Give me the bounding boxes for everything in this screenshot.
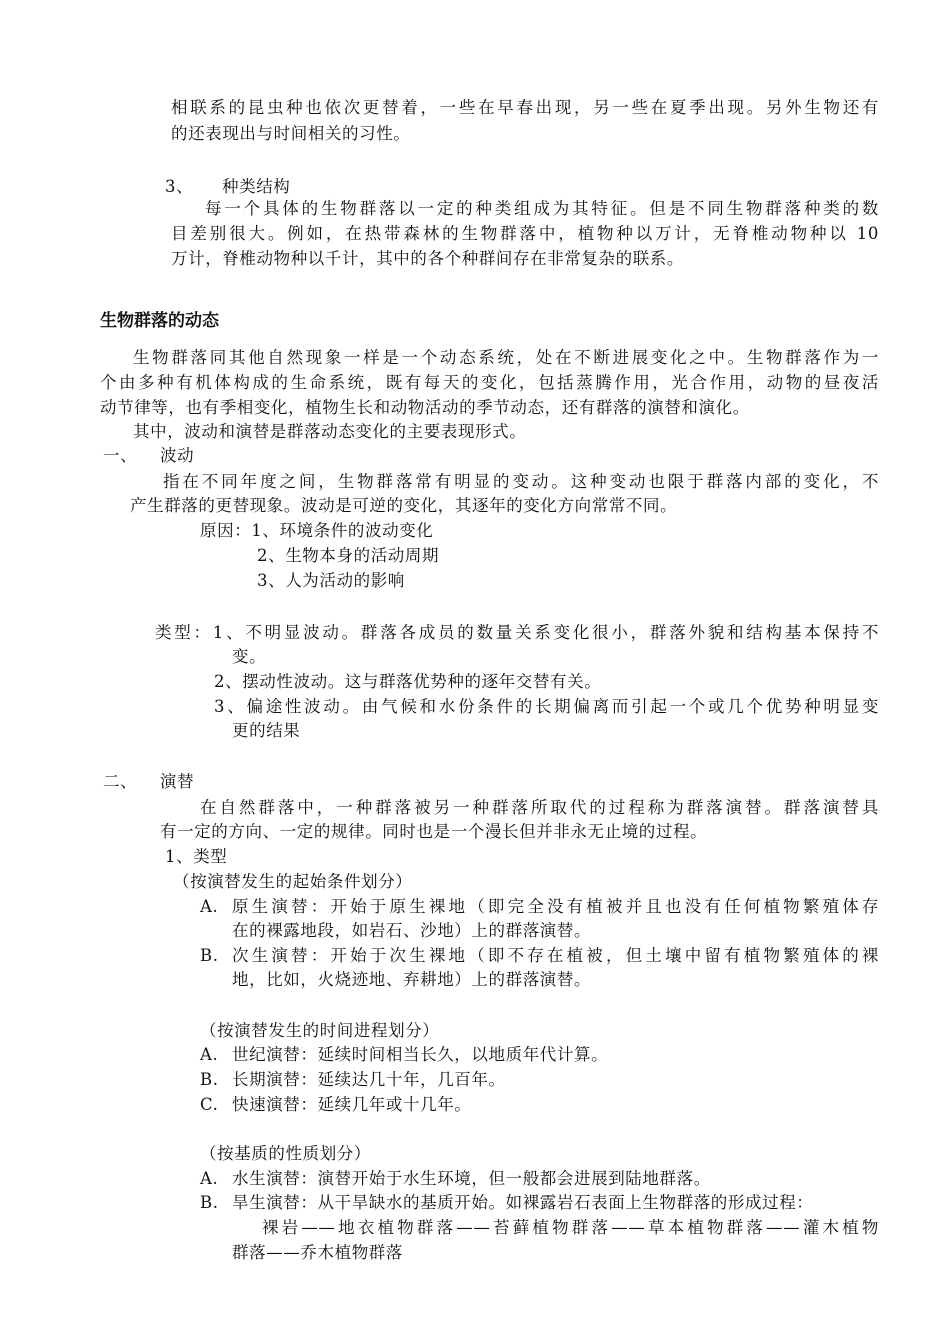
fluctuation-causes-label: 原因：1、环境条件的波动变化 bbox=[200, 521, 434, 540]
dynamics-title: 生物群落的动态 bbox=[100, 311, 219, 331]
fluctuation-types-line-1: 类型：1、不明显波动。群落各成员的数量关系变化很小，群落外貌和结构基本保持不 bbox=[155, 623, 879, 642]
succession-b3-sequence-line-1: 裸岩——地衣植物群落——苔藓植物群落——草本植物群落——灌木植物 bbox=[262, 1218, 879, 1237]
succession-a1-line-1: 原生演替：开始于原生裸地（即完全没有植被并且也没有任何植物繁殖体存 bbox=[232, 897, 879, 916]
fluctuation-types-line-1b: 变。 bbox=[232, 647, 267, 666]
fluctuation-type-2: 2、摆动性波动。这与群落优势种的逐年交替有关。 bbox=[214, 672, 602, 691]
succession-a2-marker: A. bbox=[200, 1045, 219, 1064]
fluctuation-type-3-line-1: 3、偏途性波动。由气候和水份条件的长期偏离而引起一个或几个优势种明显变 bbox=[214, 697, 879, 716]
succession-heading: 演替 bbox=[160, 772, 195, 791]
fluctuation-number: 一、 bbox=[103, 446, 138, 465]
succession-b2: 长期演替：延续达几十年，几百年。 bbox=[232, 1070, 506, 1089]
succession-b2-marker: B. bbox=[200, 1070, 219, 1089]
succession-by-start: （按演替发生的起始条件划分） bbox=[173, 872, 413, 891]
intro-line-1: 相联系的昆虫种也依次更替着，一些在早春出现，另一些在夏季出现。另外生物还有 bbox=[171, 98, 879, 117]
dynamics-p1-line-3: 动节律等，也有季相变化，植物生长和动物活动的季节动态，还有群落的演替和演化。 bbox=[100, 398, 750, 417]
succession-number: 二、 bbox=[103, 772, 138, 791]
succession-b1-line-2: 地，比如，火烧迹地、弃耕地）上的群落演替。 bbox=[232, 970, 592, 989]
fluctuation-p-line-2: 产生群落的更替现象。波动是可逆的变化，其逐年的变化方向常常不同。 bbox=[130, 496, 678, 515]
dynamics-p2: 其中，波动和演替是群落动态变化的主要表现形式。 bbox=[133, 422, 527, 441]
succession-b1-marker: B. bbox=[200, 946, 219, 965]
succession-by-time: （按演替发生的时间进程划分） bbox=[200, 1021, 440, 1040]
species-structure-heading: 种类结构 bbox=[222, 177, 291, 196]
succession-types-title: 1、类型 bbox=[165, 847, 228, 866]
succession-a1-line-2: 在的裸露地段，如岩石、沙地）上的群落演替。 bbox=[232, 921, 592, 940]
species-structure-line-2: 目差别很大。例如，在热带森林的生物群落中，植物种以万计，无脊椎动物种以 10 bbox=[171, 224, 879, 243]
succession-a3-marker: A. bbox=[200, 1169, 219, 1188]
succession-by-substrate: （按基质的性质划分） bbox=[200, 1144, 371, 1163]
dynamics-p1-line-1: 生物群落同其他自然现象一样是一个动态系统，处在不断进展变化之中。生物群落作为一 bbox=[133, 348, 879, 367]
succession-p-line-1: 在自然群落中，一种群落被另一种群落所取代的过程称为群落演替。群落演替具 bbox=[200, 798, 879, 817]
succession-a2: 世纪演替：延续时间相当长久，以地质年代计算。 bbox=[232, 1045, 609, 1064]
fluctuation-cause-3: 3、人为活动的影响 bbox=[257, 571, 405, 590]
species-structure-line-3: 万计，脊椎动物种以千计，其中的各个种群间存在非常复杂的联系。 bbox=[171, 249, 684, 268]
succession-p-line-2: 有一定的方向、一定的规律。同时也是一个漫长但并非永无止境的过程。 bbox=[160, 822, 708, 841]
species-structure-number: 3、 bbox=[165, 177, 194, 196]
succession-c2-marker: C. bbox=[200, 1095, 219, 1114]
succession-b3-marker: B. bbox=[200, 1193, 219, 1212]
fluctuation-type-3-line-2: 更的结果 bbox=[232, 721, 301, 740]
succession-c2: 快速演替：延续几年或十几年。 bbox=[232, 1095, 472, 1114]
succession-a1-marker: A. bbox=[200, 897, 219, 916]
succession-b3: 旱生演替：从干旱缺水的基质开始。如裸露岩石表面上生物群落的形成过程： bbox=[232, 1193, 814, 1212]
fluctuation-cause-2: 2、生物本身的活动周期 bbox=[257, 546, 440, 565]
species-structure-line-1: 每一个具体的生物群落以一定的种类组成为其特征。但是不同生物群落种类的数 bbox=[205, 199, 879, 218]
succession-b3-sequence-line-2: 群落——乔木植物群落 bbox=[232, 1243, 403, 1262]
dynamics-p1-line-2: 个由多种有机体构成的生命系统，既有每天的变化，包括蒸腾作用，光合作用，动物的昼夜活 bbox=[100, 373, 879, 392]
succession-b1-line-1: 次生演替：开始于次生裸地（即不存在植被，但土壤中留有植物繁殖体的裸 bbox=[232, 946, 879, 965]
fluctuation-heading: 波动 bbox=[160, 446, 195, 465]
succession-a3: 水生演替：演替开始于水生环境，但一般都会进展到陆地群落。 bbox=[232, 1169, 711, 1188]
intro-line-2: 的还表现出与时间相关的习性。 bbox=[171, 124, 411, 143]
fluctuation-p-line-1: 指在不同年度之间，生物群落常有明显的变动。这种变动也限于群落内部的变化，不 bbox=[163, 472, 879, 491]
